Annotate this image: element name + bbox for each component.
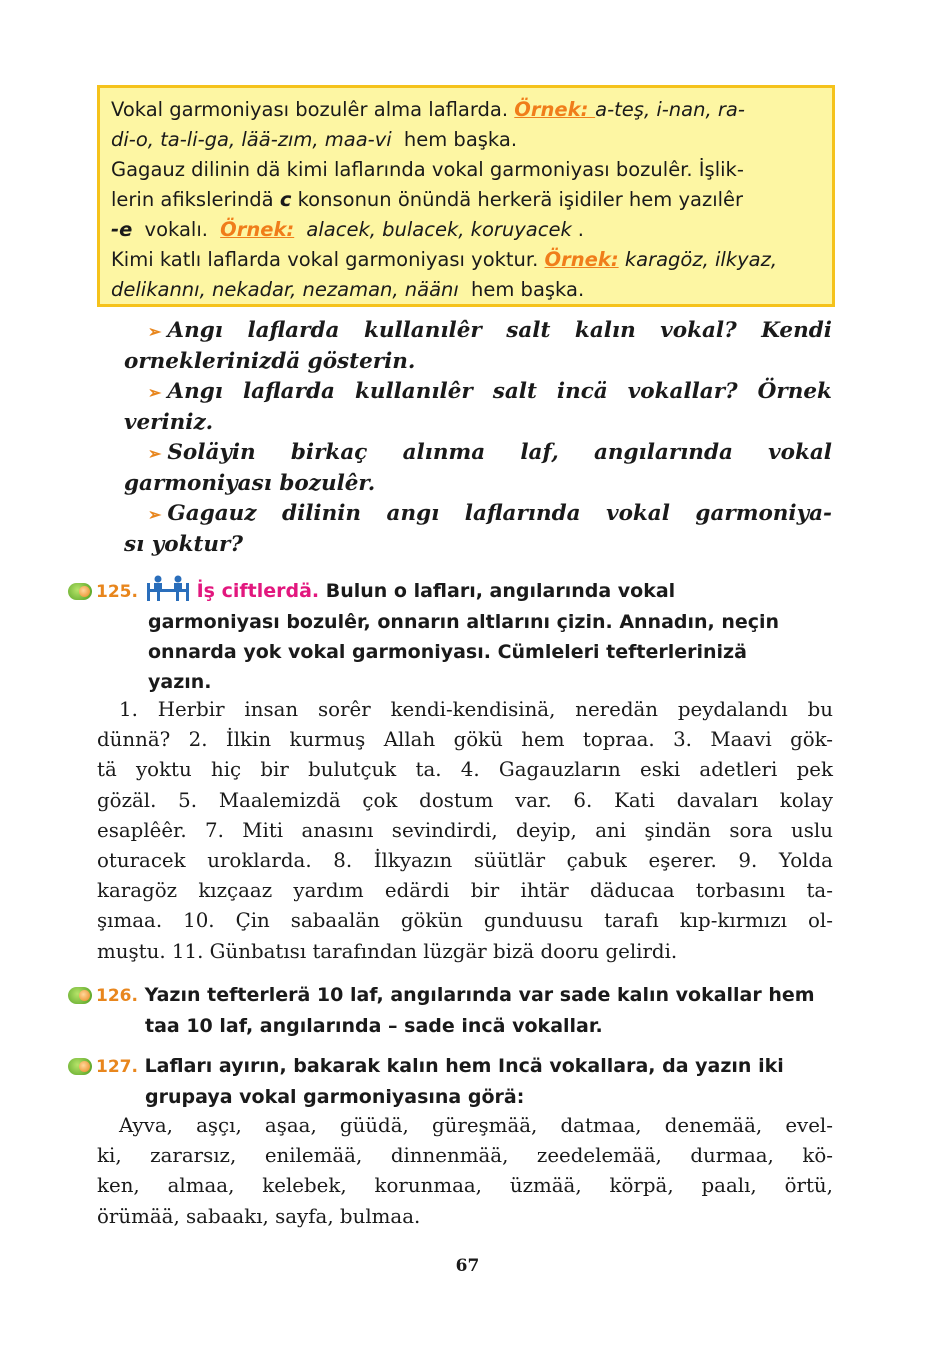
plain-text: . (577, 218, 584, 241)
text-line (97, 1111, 833, 1141)
word: alınma (402, 440, 486, 465)
word: İlkyazın (373, 849, 453, 873)
word: gözäl. (97, 788, 157, 812)
plain-text: vokalı. (138, 218, 215, 241)
text-line (97, 1171, 833, 1201)
plain-text: Gagauz dilinin dä kimi laflarında vokal garmoniyası bozulêr. İşlik- (111, 158, 744, 181)
question-text: veriniz. (124, 410, 214, 435)
exercise-instruction: yazın. (148, 671, 212, 693)
word: Ayva, (119, 1114, 173, 1137)
word: yoktu (135, 758, 192, 782)
word: bu (807, 698, 833, 721)
word: Kati (614, 788, 655, 812)
word: süütlär (473, 849, 546, 873)
word: sevindirdi, (391, 818, 498, 842)
word: oturacek (97, 849, 186, 873)
exercise-bullet-icon (68, 987, 92, 1004)
word: karagöz (97, 879, 178, 903)
exercise-number: 125. (96, 582, 138, 602)
word: Herbir (157, 698, 225, 721)
word: almaa, (167, 1174, 235, 1198)
word: dilinin (282, 501, 361, 526)
text-line (97, 725, 833, 755)
word: bir (470, 879, 500, 903)
word: Miti (242, 818, 284, 842)
text-line (97, 876, 833, 906)
word: bir (260, 758, 289, 782)
exercise-instruction: grupaya vokal garmoniyasına görä: (145, 1086, 525, 1108)
word: Maavi (710, 728, 772, 752)
page-number: 67 (455, 1256, 480, 1276)
word: dünnä? (97, 728, 171, 752)
plain-text: Kimi katlı laflarda vokal garmoniyası yoktur. (111, 248, 545, 271)
word: torbasını (695, 879, 786, 903)
word: denemää, (664, 1114, 763, 1137)
example-label: Örnek: (514, 98, 596, 121)
word: 10. (183, 909, 215, 933)
word: dinnenmää, (390, 1144, 509, 1168)
question-list (124, 316, 832, 560)
word: Maalemizdä (218, 788, 341, 812)
word: kelebek, (262, 1174, 347, 1198)
word: güüdä, (339, 1114, 409, 1137)
word: Allah (383, 728, 436, 752)
infobox-line (111, 95, 820, 125)
word: korunmaa, (374, 1174, 482, 1198)
word: üzmää, (509, 1174, 582, 1198)
word: var. (515, 788, 552, 812)
word: İlkin (225, 728, 272, 752)
word: 7. (205, 818, 224, 842)
word: laflarda (247, 318, 340, 343)
word: angılarında (593, 440, 733, 465)
word: peydalandı (677, 698, 788, 721)
exercise-number: 127. (96, 1057, 138, 1077)
word: gunduusu (483, 909, 584, 933)
exercise-number: 126. (96, 986, 138, 1006)
word: kendi-kendisinä, (390, 698, 556, 721)
text-line (97, 816, 833, 846)
example-words: a-teş, i-nan, ra- (595, 98, 745, 121)
word: ki, (97, 1144, 122, 1168)
text-line (97, 1141, 833, 1171)
word: anasını (301, 818, 374, 842)
exercise-instruction: Yazın tefterlerä 10 laf, angılarında var sade kalın vokallar hem (144, 984, 815, 1006)
arrow-icon: ➢ (148, 444, 162, 463)
question-item: ➢ Angı laflarda kullanılêr salt incä vokallar? Örnek veriniz. (124, 377, 832, 438)
word: gökün (400, 909, 463, 933)
text-line (97, 846, 833, 876)
arrow-icon: ➢ (148, 505, 162, 524)
arrow-icon: ➢ (148, 322, 162, 341)
infobox-line (111, 215, 820, 245)
word: pek (796, 758, 833, 782)
word: hem (521, 728, 565, 752)
word: Çin (235, 909, 270, 933)
word: ol- (808, 909, 833, 933)
word: neredän (575, 698, 659, 721)
word: esaplêêr. (97, 818, 187, 842)
word: hiç (210, 758, 242, 782)
word: laf, (520, 440, 559, 465)
word: 8. (333, 849, 353, 873)
exercise-instruction: garmoniyası bozulêr, onnarın altlarını çizin. Annadın, neçin (148, 611, 780, 633)
exercise-instruction: Lafları ayırın, bakarak kalın hem Incä vokallara, da yazın iki (144, 1055, 784, 1077)
plain-text: konsonun önündä herkerä işidiler hem yazılêr (291, 188, 744, 211)
word: ani (595, 818, 627, 842)
exercise-instruction: taa 10 laf, angılarında – sade incä vokallar. (145, 1015, 603, 1037)
word: gökü (453, 728, 503, 752)
word: kullanılêr (363, 318, 482, 343)
word: 2. (188, 728, 208, 752)
question-text: orneklerinizdä gösterin. (124, 349, 416, 374)
word: edärdi (384, 879, 450, 903)
word: aşaa, (264, 1114, 317, 1137)
plain-text: Vokal garmoniyası bozulêr alma laflarda. (111, 98, 515, 121)
text-line (97, 906, 833, 936)
example-words: karagöz, ilkyaz, (618, 248, 778, 271)
word: topraa. (582, 728, 655, 752)
word: birkaç (290, 440, 368, 465)
word: Örnek (757, 379, 832, 404)
word: sorêr (318, 698, 371, 721)
word: ta. (415, 758, 442, 782)
exercise-125-heading (68, 575, 838, 697)
word: sora (729, 818, 773, 842)
word: evel- (785, 1114, 833, 1137)
infobox-line (111, 245, 820, 275)
exercise-instruction: onnarda yok vokal garmoniyası. Cümleleri tefterlerinizä (148, 641, 747, 663)
plain-text: lerin afikslerindä (111, 188, 280, 211)
word: yardım (293, 879, 364, 903)
word: 1. (119, 698, 138, 721)
word: uslu (791, 818, 833, 842)
word: kullanılêr (354, 379, 473, 404)
word: tä (97, 758, 117, 782)
word: davaları (676, 788, 759, 812)
text-line: örümää, sabaakı, sayfa, bulmaa. (97, 1204, 421, 1228)
example-label: Örnek: (544, 248, 619, 271)
word: däducaa (590, 879, 675, 903)
word: 3. (673, 728, 692, 752)
word: garmoniya- (695, 501, 832, 526)
word: kurmuş (289, 728, 366, 752)
question-item: ➢ Gagauz dilinin angı laflarında vokal garmoniya- sı yoktur? (124, 499, 832, 560)
word: paalı, (701, 1174, 757, 1198)
word: çabuk (566, 849, 627, 873)
example-words: alacek, bulacek, koruyacek (300, 218, 572, 241)
text-line (97, 695, 833, 725)
word: laflarında (464, 501, 581, 526)
word: enilemää, (264, 1144, 363, 1168)
exercise-instruction: Bulun o lafları, angılarında vokal (325, 580, 676, 602)
word: vokal (768, 440, 832, 465)
word: 6. (573, 788, 593, 812)
word: vokal? (660, 318, 737, 343)
word: deyip, (516, 818, 577, 842)
word: eşerer. (648, 849, 717, 873)
word: 4. (460, 758, 480, 782)
word: eski (640, 758, 681, 782)
word: angı (386, 501, 440, 526)
word: Yolda (778, 849, 833, 873)
word: incä (556, 379, 608, 404)
word: körpä, (609, 1174, 674, 1198)
infobox-line (111, 155, 820, 185)
question-item: ➢ Angı laflarda kullanılêr salt kalın vokal? Kendi orneklerinizdä gösterin. (124, 316, 832, 377)
word: vokal (606, 501, 670, 526)
arrow-icon: ➢ (148, 383, 162, 402)
rule-infobox (97, 85, 835, 307)
word: datmaa, (560, 1114, 642, 1137)
example-words: di-o, ta-li-ga, lää-zım, maa-vi (111, 128, 392, 151)
highlight-letter: -e (111, 218, 133, 241)
word: kö- (802, 1144, 833, 1168)
word: salt (506, 318, 551, 343)
text-line (97, 786, 833, 816)
word: Gagauzların (498, 758, 621, 782)
word: kalın (574, 318, 636, 343)
example-label: Örnek: (220, 218, 295, 241)
pair-work-icon (145, 575, 191, 601)
word: ta- (806, 879, 833, 903)
plain-text: hem başka. (464, 278, 585, 301)
exercise-125-text (97, 695, 833, 967)
word: güreşmää, (431, 1114, 538, 1137)
word: bulutçuk (308, 758, 397, 782)
infobox-line (111, 125, 820, 155)
infobox-line (111, 185, 820, 215)
question-text: sı yoktur? (124, 532, 243, 557)
word: laflarda (242, 379, 335, 404)
word: gök- (790, 728, 833, 752)
word: tarafı (604, 909, 659, 933)
text-line: muştu. 11. Günbatısı tarafından lüzgär bizä dooru gelirdi. (97, 939, 678, 963)
word: durmaa, (690, 1144, 774, 1168)
word: örtü, (784, 1174, 833, 1198)
word: Kendi (761, 318, 832, 343)
word: insan (244, 698, 299, 721)
word: adetleri (699, 758, 778, 782)
text-line (97, 755, 833, 785)
word: kızçaaz (198, 879, 273, 903)
highlight-letter: c (279, 188, 292, 211)
word: vokallar? (627, 379, 738, 404)
word: ihtär (520, 879, 569, 903)
exercise-126-heading (68, 980, 838, 1041)
word: zeedelemää, (536, 1144, 662, 1168)
question-text: garmoniyası bozulêr. (124, 471, 376, 496)
exercise-bullet-icon (68, 583, 92, 600)
word: dostum (419, 788, 494, 812)
exercise-bullet-icon (68, 1058, 92, 1075)
word: 5. (178, 788, 198, 812)
word: salt (492, 379, 537, 404)
word: uroklarda. (207, 849, 312, 873)
example-words: delikannı, nekadar, nezaman, näänı (111, 278, 459, 301)
pair-work-label: İş ciftlerdä. (196, 580, 320, 602)
word: kıp-kırmızı (679, 909, 787, 933)
plain-text: hem başka. (397, 128, 518, 151)
word: 9. (738, 849, 758, 873)
word: kolay (779, 788, 833, 812)
word: şımaa. (97, 909, 163, 933)
word: zararsız, (150, 1144, 237, 1168)
word: aşçı, (196, 1114, 242, 1137)
question-item: ➢ Soläyin birkaç alınma laf, angılarında vokal garmoniyası bozulêr. (124, 438, 832, 499)
exercise-127-heading (68, 1051, 838, 1112)
exercise-127-text (97, 1111, 833, 1232)
word: çok (362, 788, 398, 812)
word: sabaalän (290, 909, 380, 933)
word: ken, (97, 1174, 140, 1198)
word: şindän (644, 818, 711, 842)
infobox-line (111, 275, 820, 305)
